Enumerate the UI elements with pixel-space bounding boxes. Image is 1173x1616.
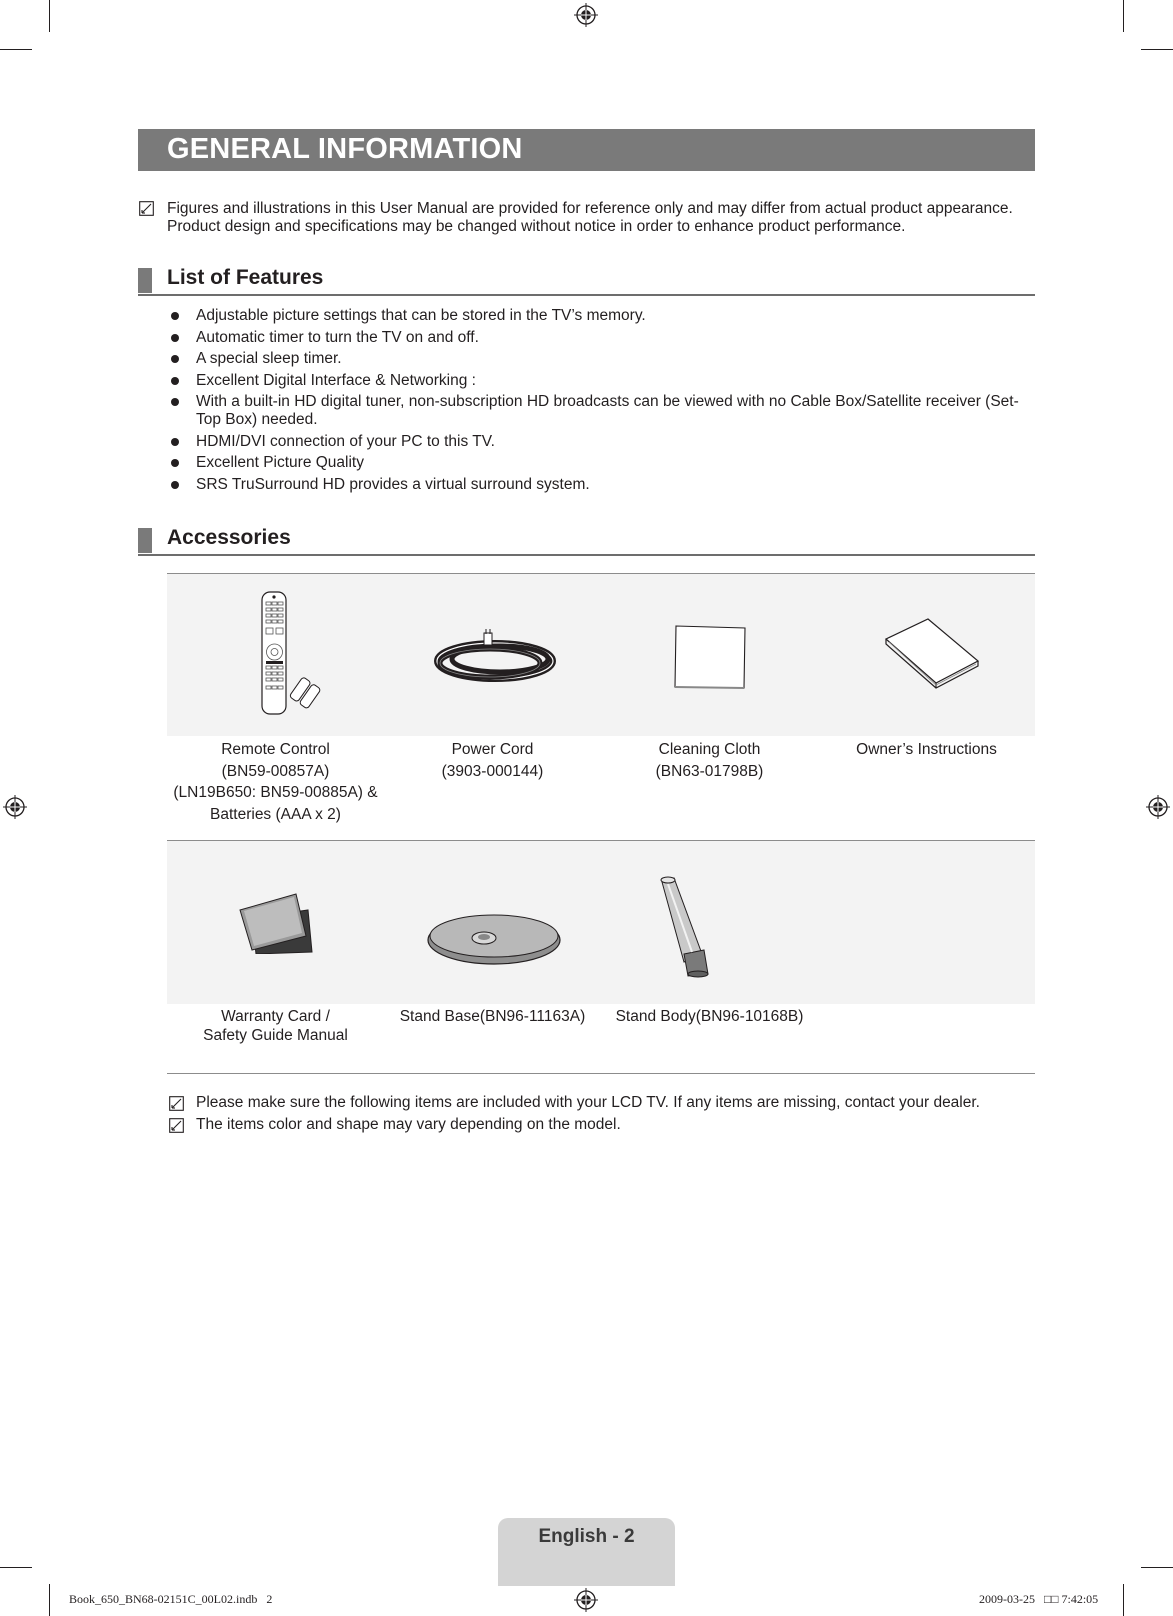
- registration-mark-icon: [574, 3, 598, 27]
- bullet-icon: [171, 334, 179, 342]
- divider: [167, 1073, 1035, 1074]
- stand-body-icon: [656, 874, 726, 978]
- accessory-caption: [601, 739, 818, 782]
- section-title: Accessories: [167, 526, 291, 549]
- feature-text: Excellent Digital Interface & Networking :: [196, 371, 476, 389]
- stand-base-icon: [426, 908, 562, 968]
- caption-line: Owner’s Instructions: [856, 741, 997, 758]
- registration-mark-icon: [1146, 795, 1170, 819]
- feature-text: Adjustable picture settings that can be stored in the TV’s memory.: [196, 307, 646, 324]
- feature-item: [170, 372, 1030, 390]
- crop-mark: [49, 0, 50, 32]
- caption-line: (BN63-01798B): [655, 762, 764, 780]
- registration-mark-icon: [574, 1588, 598, 1612]
- feature-item: [170, 350, 1030, 368]
- registration-mark-icon: [3, 795, 27, 819]
- cleaning-cloth-icon: [672, 624, 750, 690]
- feature-text: Excellent Picture Quality: [196, 454, 364, 471]
- caption-line: Warranty Card /: [221, 1008, 330, 1025]
- note-icon: [169, 1096, 184, 1111]
- caption-line: (LN19B650: BN59-00885A) &: [173, 784, 378, 801]
- caption-line: Power Cord: [451, 741, 534, 758]
- accessory-caption: [818, 739, 1035, 761]
- remote-control-icon: [255, 590, 325, 720]
- bullet-icon: [171, 481, 179, 489]
- feature-text: Automatic timer to turn the TV on and off.: [196, 328, 479, 346]
- caption-line: (3903-000144): [441, 762, 544, 780]
- section-marker: [138, 528, 152, 553]
- crop-mark: [1141, 49, 1173, 50]
- owners-instructions-icon: [884, 617, 980, 693]
- caption-line: Stand Body(BN96-10168B): [615, 1008, 804, 1025]
- caption-line: (BN59-00857A): [221, 762, 330, 780]
- feature-text: SRS TruSurround HD provides a virtual surround system.: [196, 475, 590, 493]
- bullet-icon: [171, 377, 179, 385]
- feature-text: HDMI/DVI connection of your PC to this TV.: [196, 432, 495, 450]
- feature-item: [170, 307, 1030, 325]
- crop-mark: [1141, 1567, 1173, 1568]
- note-icon: [139, 201, 154, 216]
- note-icon: [169, 1118, 184, 1133]
- bullet-icon: [171, 398, 179, 406]
- feature-item: [170, 329, 1030, 347]
- feature-item: [170, 393, 1030, 429]
- feature-text: A special sleep timer.: [196, 350, 342, 367]
- feature-list: [170, 307, 1030, 497]
- caption-line: Stand Base(BN96-11163A): [399, 1008, 586, 1025]
- caption-line: Cleaning Cloth: [658, 741, 761, 758]
- accessory-caption: [384, 1007, 601, 1026]
- crop-mark: [0, 1567, 32, 1568]
- caption-line: Safety Guide Manual: [203, 1027, 348, 1044]
- accessory-note: The items color and shape may vary depending on the model.: [196, 1116, 621, 1133]
- page-title: GENERAL INFORMATION: [167, 133, 523, 165]
- accessory-caption: [384, 739, 601, 782]
- crop-mark: [49, 1584, 50, 1616]
- section-title: List of Features: [167, 266, 324, 289]
- page-number-tab: [498, 1518, 675, 1586]
- accessory-note: Please make sure the following items are included with your LCD TV. If any items are missing, contact your dealer.: [196, 1094, 980, 1111]
- feature-item: [170, 433, 1030, 451]
- bullet-icon: [171, 459, 179, 467]
- intro-note-line-1: Figures and illustrations in this User Manual are provided for reference only and may differ from actual product appearance.: [167, 200, 1013, 217]
- section-header-features: [138, 266, 1035, 296]
- section-header-accessories: [138, 526, 1035, 556]
- caption-line: Batteries (AAA x 2): [210, 805, 341, 823]
- feature-item: [170, 476, 1030, 494]
- bullet-icon: [171, 312, 179, 320]
- intro-note-line-2: Product design and specifications may be changed without notice in order to enhance product performance.: [167, 218, 906, 235]
- accessory-caption: [167, 739, 384, 825]
- bullet-icon: [171, 355, 179, 363]
- crop-mark: [0, 49, 32, 50]
- section-marker: [138, 268, 152, 293]
- feature-item: [170, 454, 1030, 472]
- date-slug: 2009-03-25 □□ 7:42:05: [979, 1592, 1099, 1606]
- crop-mark: [1123, 1584, 1124, 1616]
- feature-text: With a built-in HD digital tuner, non-subscription HD broadcasts can be viewed with no Cable Box/Satellite receiver (Set-Top Box) needed.: [196, 393, 1019, 428]
- accessory-caption: [601, 1007, 818, 1026]
- accessory-caption: [167, 1007, 384, 1045]
- caption-line: Remote Control: [221, 741, 330, 758]
- bullet-icon: [171, 438, 179, 446]
- power-cord-icon: [428, 627, 563, 697]
- page-number: English - 2: [538, 1526, 635, 1547]
- file-slug: Book_650_BN68-02151C_00L02.indb 2: [69, 1592, 273, 1606]
- crop-mark: [1123, 0, 1124, 32]
- page-title-bar: [138, 129, 1035, 171]
- warranty-card-icon: [238, 890, 314, 954]
